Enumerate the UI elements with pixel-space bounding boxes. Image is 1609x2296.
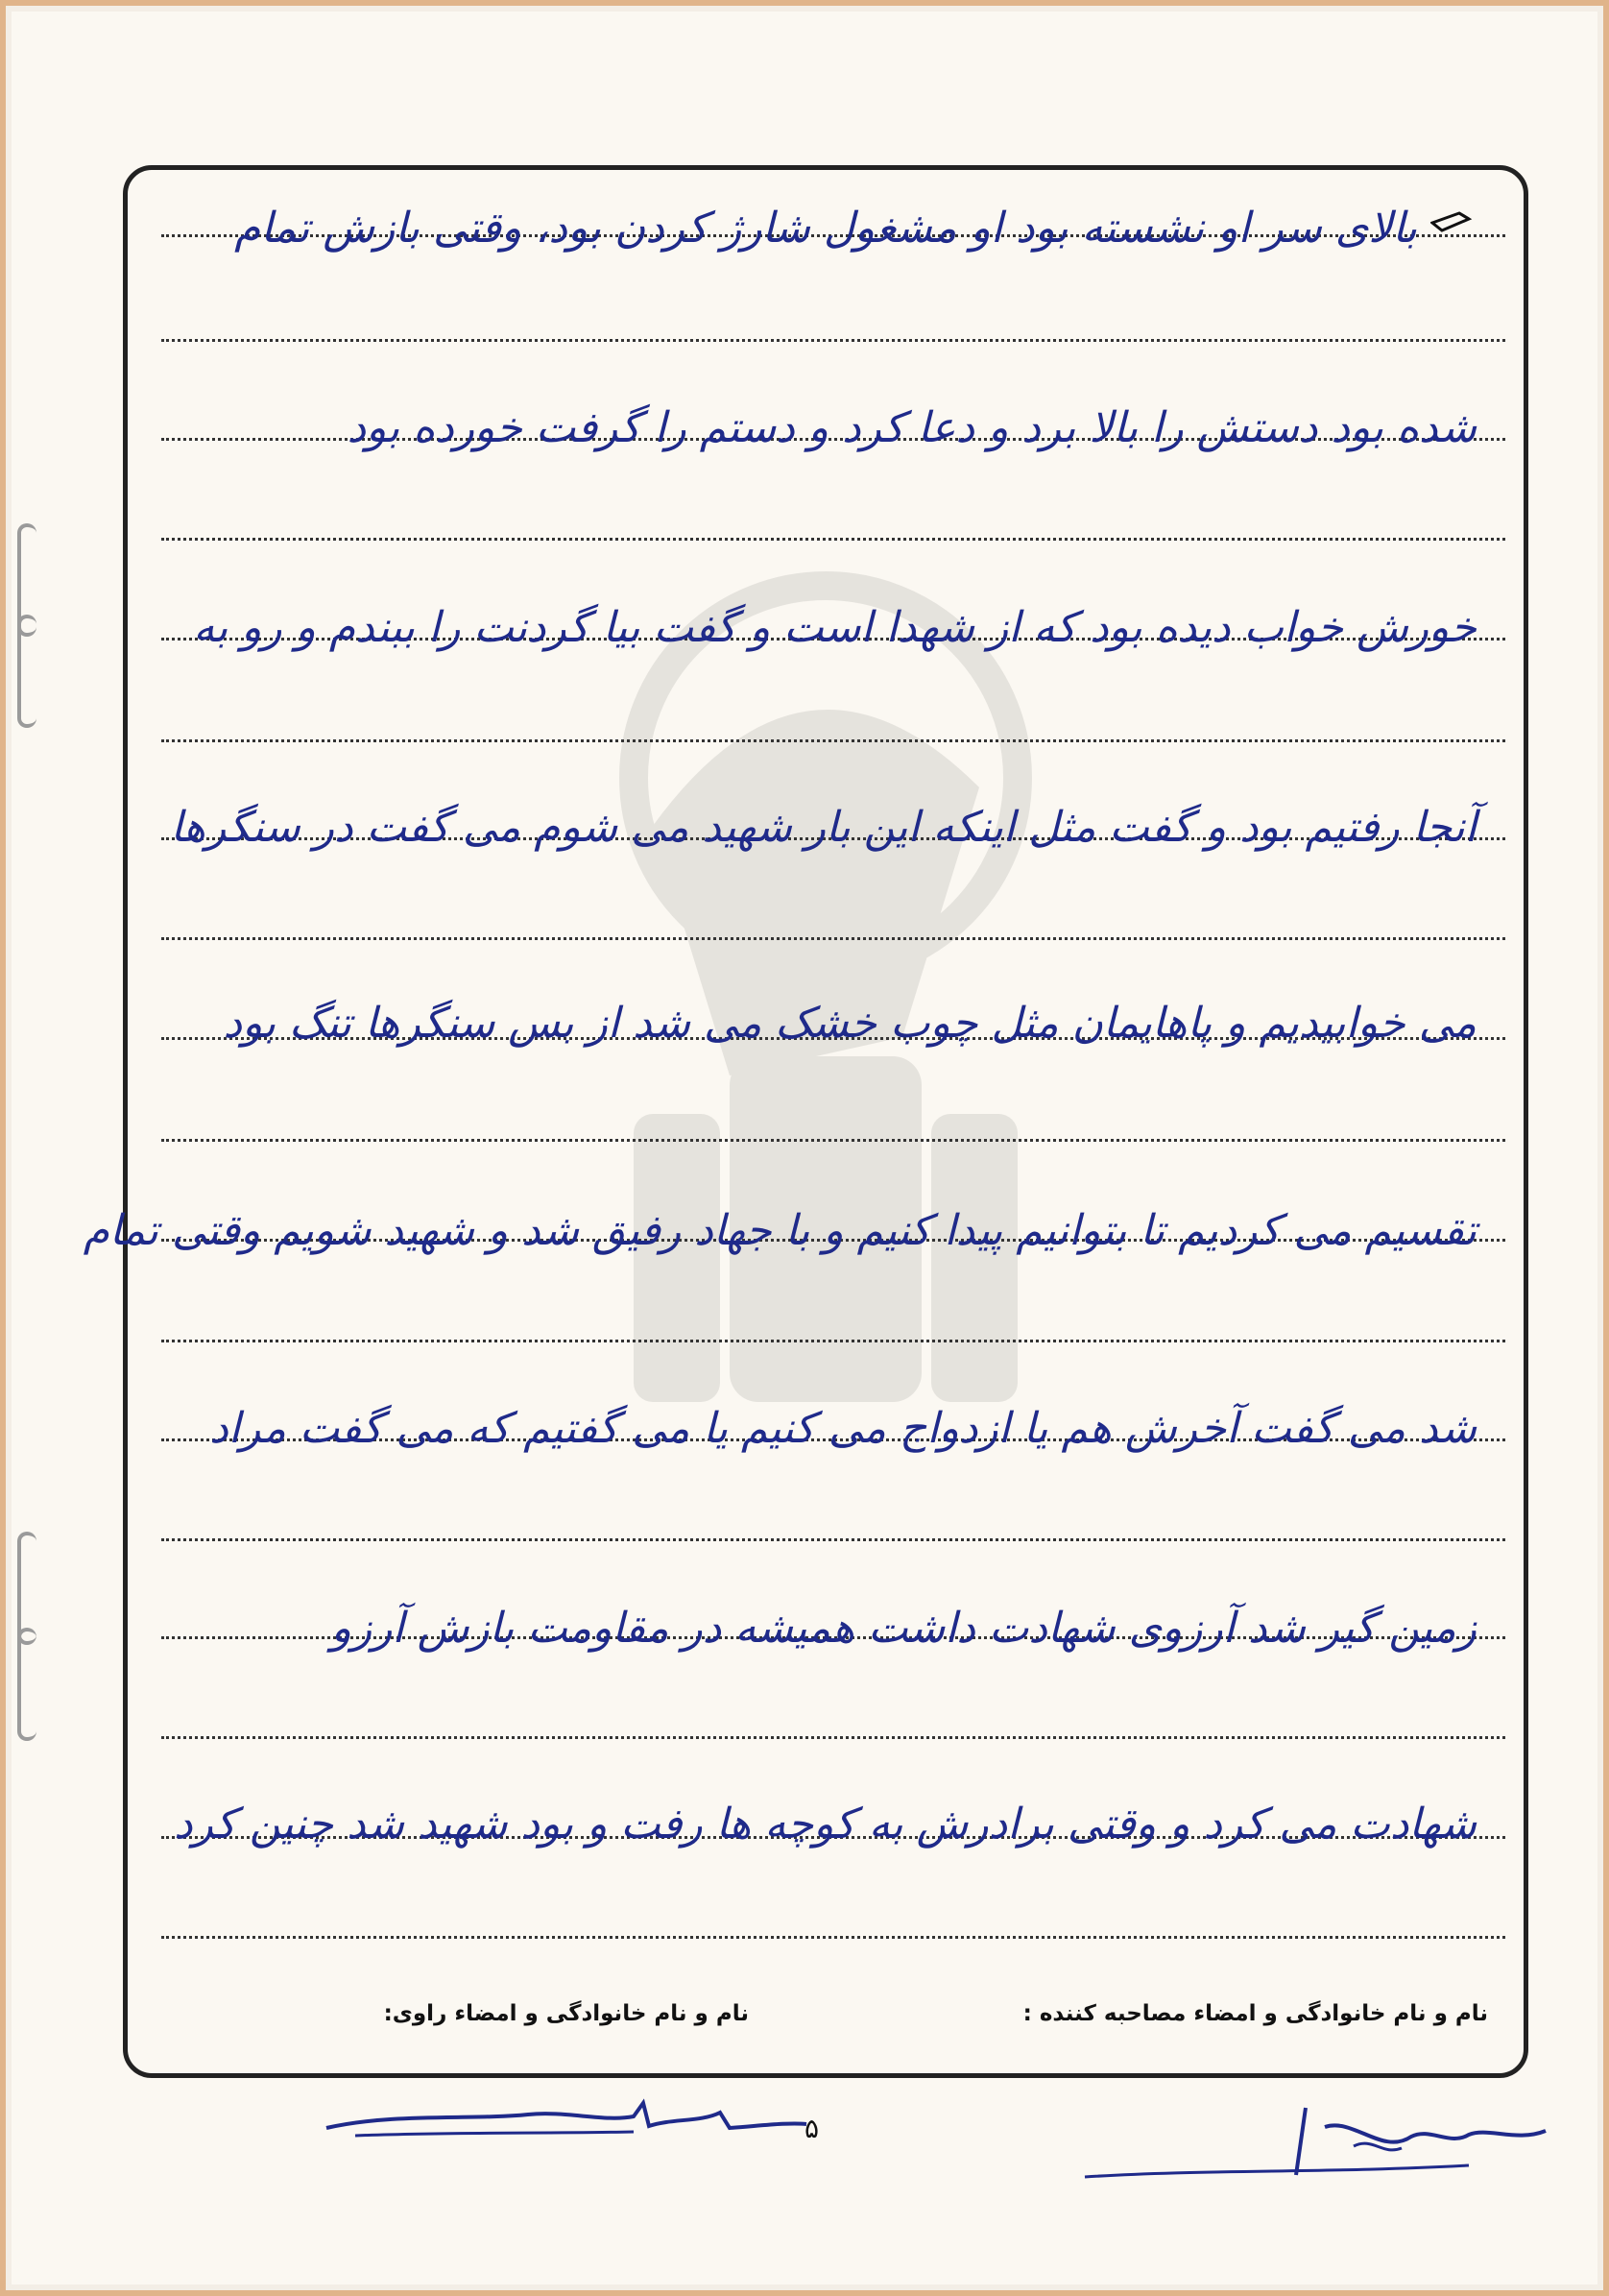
ruling-line <box>161 1736 1505 1739</box>
ruling-line <box>161 339 1505 342</box>
signature-labels <box>163 2001 1498 2049</box>
pen-icon <box>1430 209 1473 234</box>
binder-ring-icon <box>17 1628 36 1741</box>
handwritten-line: خورش خواب دیده بود که از شهدا است و گفت بیا گردنت را ببندم و رو به <box>193 603 1477 652</box>
handwritten-line: آنجا رفتیم بود و گفت مثل اینکه این بار شهید می شوم می گفت در سنگرها <box>170 803 1477 852</box>
interviewer-signature-icon <box>1066 2089 1565 2194</box>
ruling-line <box>161 739 1505 742</box>
handwritten-line: زمین گیر شد آرزوی شهادت داشت همیشه در مقاومت بازش آرزو <box>330 1604 1477 1653</box>
ruling-line <box>161 1936 1505 1939</box>
handwritten-line: بالای سر او نشسته بود او مشغول شارژ کردن بود، وقتی بازش تمام <box>234 204 1417 253</box>
narrator-signature-icon <box>317 2093 816 2151</box>
binder-ring-icon <box>17 615 36 728</box>
handwritten-line: شد می گفت آخرش هم یا ازدواج می کنیم یا می گفتیم که می گفت مراد <box>209 1404 1477 1453</box>
interviewer-signature-label: نام و نام خانوادگی و امضاء مصاحبه کننده : <box>1022 2001 1488 2026</box>
ruling-line <box>161 937 1505 940</box>
handwritten-line: شهادت می کرد و وقتی برادرش به کوچه ها رفت و بود شهید شد چنین کرد <box>174 1800 1477 1849</box>
ruling-line <box>161 1340 1505 1342</box>
handwritten-line: می خوابیدیم و پاهایمان مثل چوب خشک می شد از بس سنگرها تنگ بود <box>223 999 1477 1048</box>
handwritten-line: تقسیم می کردیم تا بتوانیم پیدا کنیم و با جهاد رفیق شد و شهید شویم وقتی تمام <box>83 1206 1477 1255</box>
ruling-line <box>161 1538 1505 1541</box>
ruling-line <box>161 1139 1505 1142</box>
handwritten-line: شده بود دستش را بالا برد و دعا کرد و دستم را گرفت خورده بود <box>347 403 1477 452</box>
narrator-signature-label: نام و نام خانوادگی و امضاء راوی: <box>383 2001 749 2026</box>
ruling-line <box>161 538 1505 541</box>
page-number: ۵ <box>804 2113 820 2144</box>
